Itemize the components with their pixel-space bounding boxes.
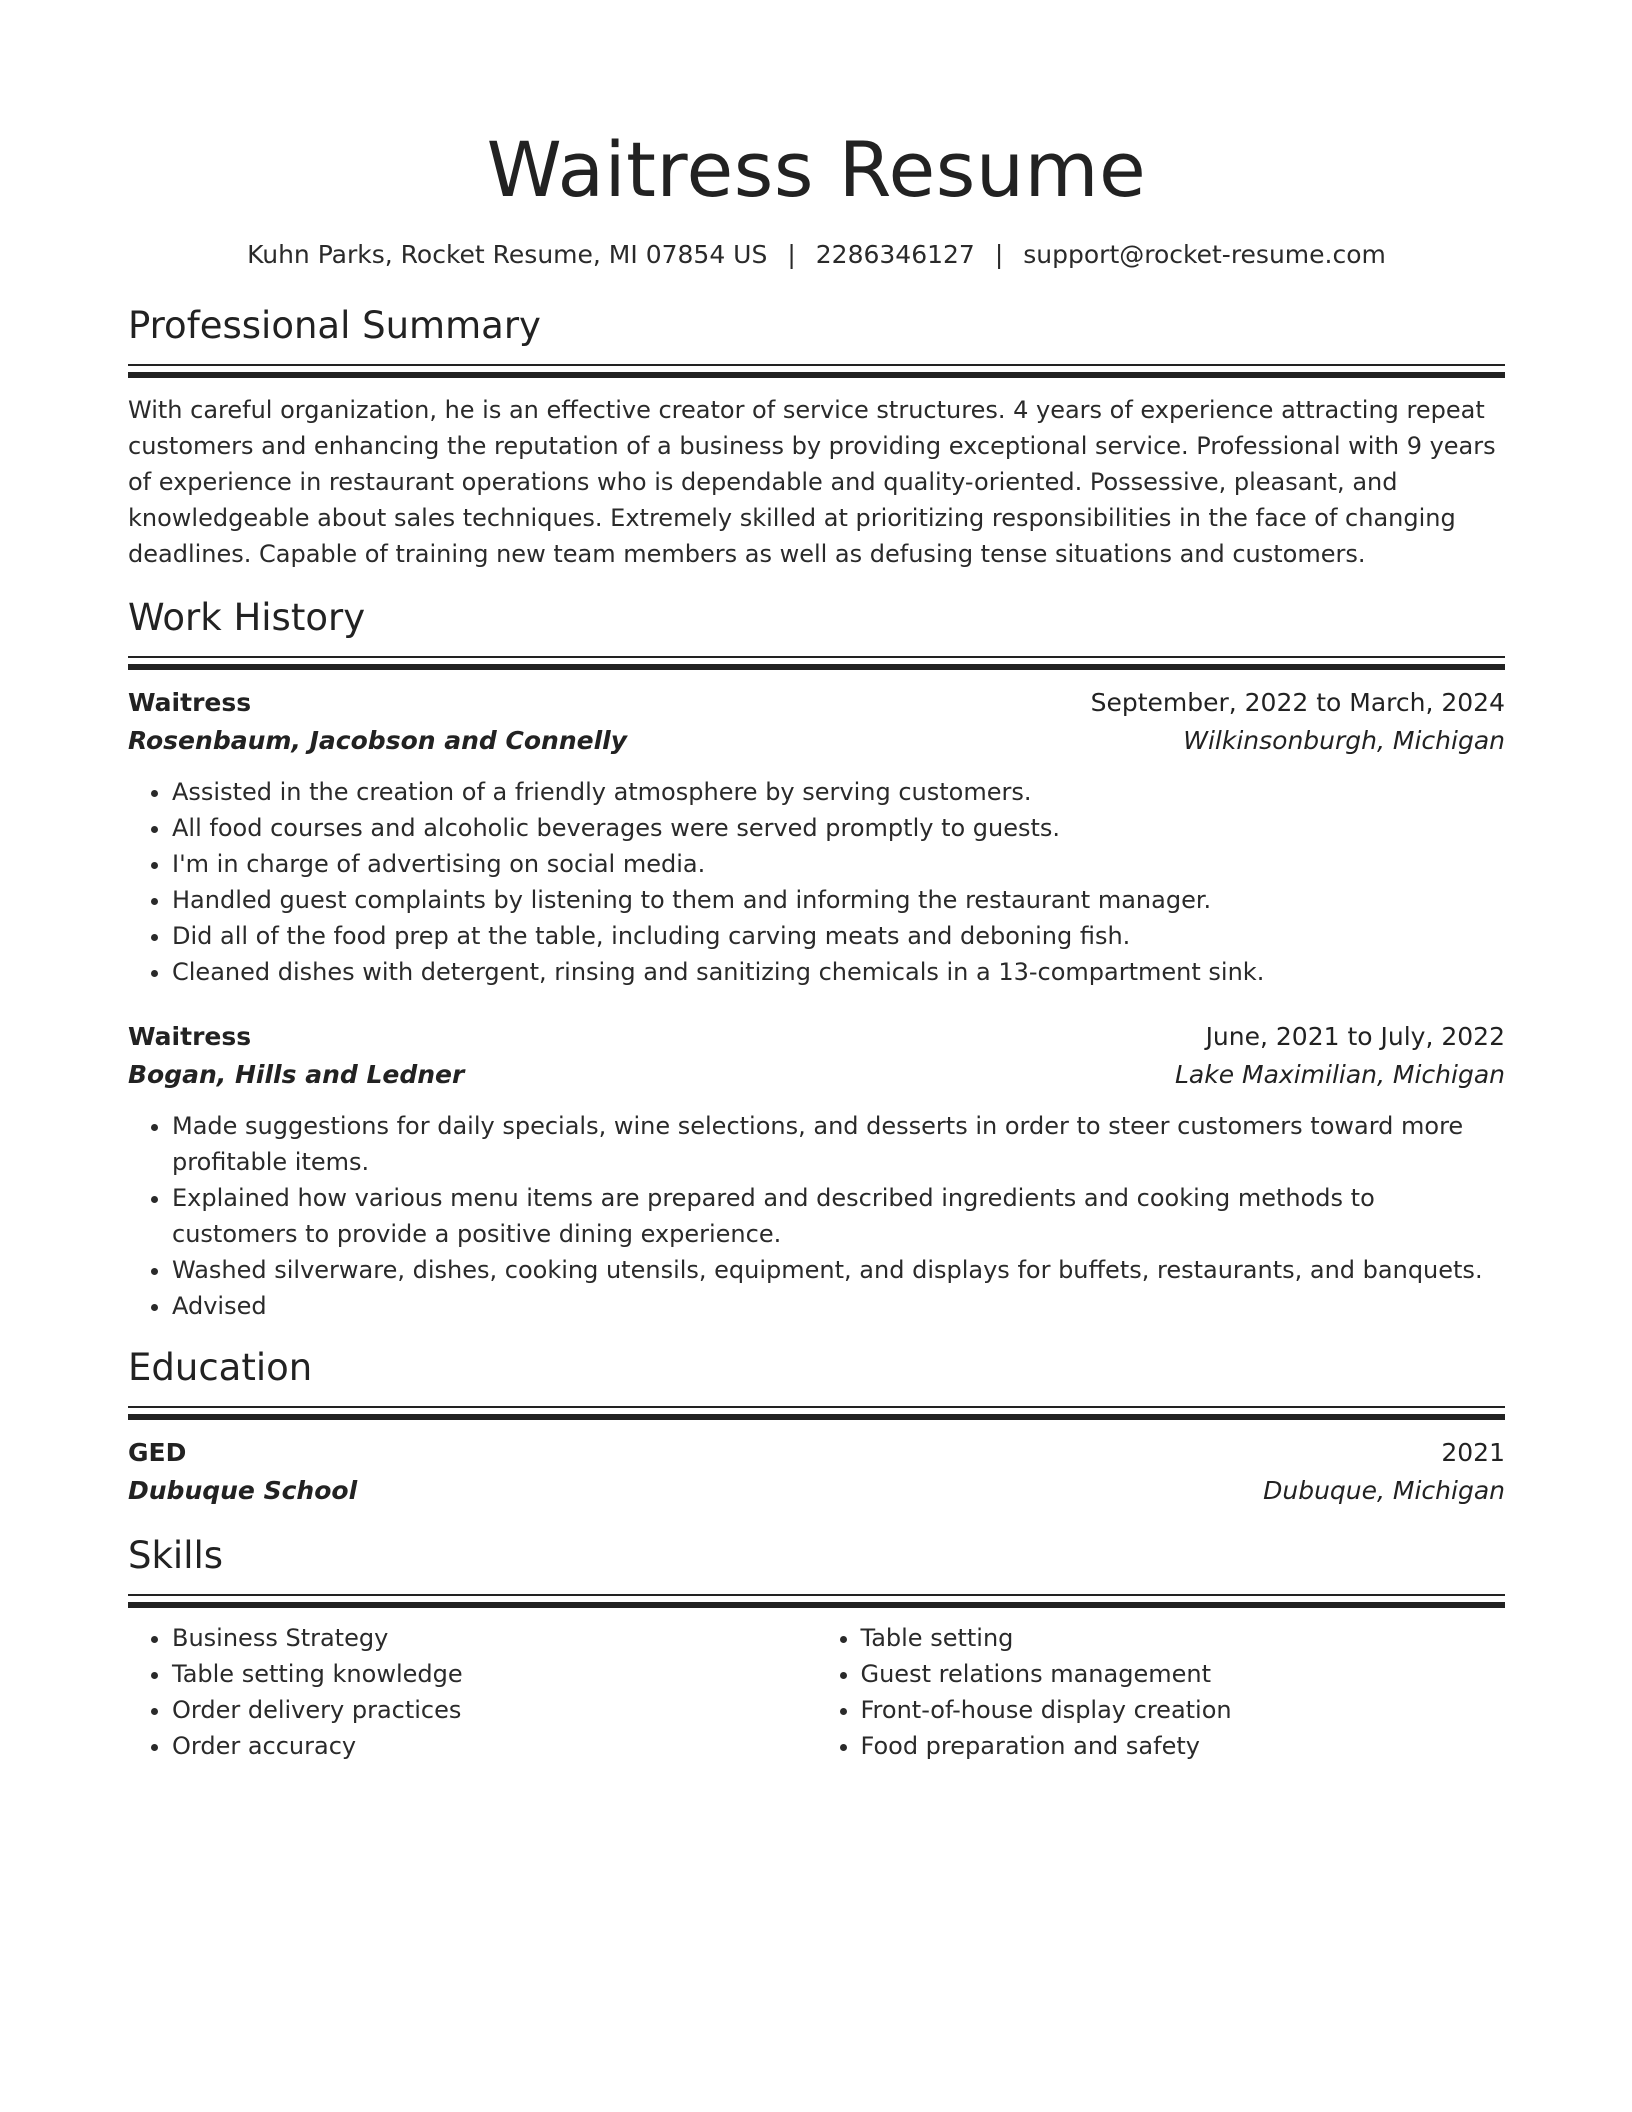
section-divider bbox=[128, 1594, 1505, 1596]
education-location: Dubuque, Michigan bbox=[1263, 1476, 1505, 1505]
section-heading-work-history: Work History bbox=[128, 596, 366, 639]
job-header-row bbox=[128, 1018, 1505, 1056]
job-bullet: • Cleaned dishes with detergent, rinsing and sanitizing chemicals in a 13-compartment sink. bbox=[172, 954, 1505, 990]
resume-title: Waitress Resume bbox=[486, 125, 1147, 214]
skill-item: • Order accuracy bbox=[172, 1728, 817, 1764]
contact-address: Kuhn Parks, Rocket Resume, MI 07854 US bbox=[247, 240, 768, 269]
skills-section bbox=[128, 1532, 1505, 1764]
job-company-row bbox=[128, 1056, 1505, 1094]
work-history-section bbox=[128, 594, 1505, 1324]
education-section bbox=[128, 1344, 1505, 1510]
job-bullet: • Washed silverware, dishes, cooking utensils, equipment, and displays for buffets, restaurants, and banquets. bbox=[172, 1252, 1505, 1288]
job-title: Waitress bbox=[128, 1022, 252, 1051]
job-bullet: • Made suggestions for daily specials, wine selections, and desserts in order to steer customers toward more profitable items. bbox=[172, 1108, 1505, 1180]
section-divider bbox=[128, 1406, 1505, 1408]
contact-separator: | bbox=[787, 240, 796, 269]
education-school-row bbox=[128, 1472, 1505, 1510]
job-bullet: • Advised bbox=[172, 1288, 1505, 1324]
job-company: Bogan, Hills and Ledner bbox=[128, 1060, 465, 1089]
education-degree: GED bbox=[128, 1438, 187, 1467]
job-bullet-list bbox=[128, 1108, 1505, 1324]
section-heading-education: Education bbox=[128, 1346, 313, 1389]
contact-phone: 2286346127 bbox=[815, 240, 975, 269]
contact-email: support@rocket-resume.com bbox=[1023, 240, 1386, 269]
contact-separator: | bbox=[994, 240, 1004, 269]
summary-text: With careful organization, he is an effective creator of service structures. 4 years of experience attracting repeat customers and enhancing the reputation of a business by providing exceptional service. Professional with 9 years of experience in restaurant operations who is dependable and quality-oriented. Possessive, pleasant, and knowledgeable about sales techniques. Extremely skilled at prioritizing responsibilities in the face of changing deadlines. Capable of training new team members as well as defusing tense situations and customers. bbox=[128, 396, 1496, 568]
skill-item: • Food preparation and safety bbox=[861, 1728, 1506, 1764]
section-divider bbox=[128, 364, 1505, 366]
contact-line bbox=[128, 238, 1505, 272]
education-school: Dubuque School bbox=[128, 1476, 358, 1505]
job-entry bbox=[128, 1018, 1505, 1324]
job-entry bbox=[128, 684, 1505, 990]
job-bullet: • I'm in charge of advertising on social media. bbox=[172, 846, 1505, 882]
job-location: Lake Maximilian, Michigan bbox=[1174, 1060, 1505, 1089]
job-dates: June, 2021 to July, 2022 bbox=[1205, 1022, 1505, 1051]
skill-item: • Table setting bbox=[861, 1620, 1506, 1656]
section-heading-summary: Professional Summary bbox=[128, 304, 541, 347]
skill-item: • Order delivery practices bbox=[172, 1692, 817, 1728]
job-dates: September, 2022 to March, 2024 bbox=[1090, 688, 1505, 717]
job-bullet: • All food courses and alcoholic beverages were served promptly to guests. bbox=[172, 810, 1505, 846]
skills-list-left bbox=[128, 1620, 817, 1764]
skill-item: • Table setting knowledge bbox=[172, 1656, 817, 1692]
skill-item: • Guest relations management bbox=[861, 1656, 1506, 1692]
section-divider bbox=[128, 656, 1505, 658]
job-bullet: • Assisted in the creation of a friendly atmosphere by serving customers. bbox=[172, 774, 1505, 810]
summary-section bbox=[128, 302, 1505, 572]
job-company: Rosenbaum, Jacobson and Connelly bbox=[128, 726, 628, 755]
skill-item: • Front-of-house display creation bbox=[861, 1692, 1506, 1728]
skills-list-right bbox=[817, 1620, 1506, 1764]
education-header-row bbox=[128, 1434, 1505, 1472]
education-year: 2021 bbox=[1441, 1438, 1505, 1467]
job-company-row bbox=[128, 722, 1505, 760]
education-entry bbox=[128, 1434, 1505, 1510]
job-bullet: • Handled guest complaints by listening to them and informing the restaurant manager. bbox=[172, 882, 1505, 918]
skills-grid bbox=[128, 1620, 1505, 1764]
job-location: Wilkinsonburgh, Michigan bbox=[1183, 726, 1505, 755]
job-bullet: • Did all of the food prep at the table, including carving meats and deboning fish. bbox=[172, 918, 1505, 954]
job-title: Waitress bbox=[128, 688, 252, 717]
job-bullet-list bbox=[128, 774, 1505, 990]
section-heading-skills: Skills bbox=[128, 1534, 224, 1577]
skill-item: • Business Strategy bbox=[172, 1620, 817, 1656]
job-bullet: • Explained how various menu items are prepared and described ingredients and cooking methods to customers to provide a positive dining experience. bbox=[172, 1180, 1505, 1252]
job-header-row bbox=[128, 684, 1505, 722]
